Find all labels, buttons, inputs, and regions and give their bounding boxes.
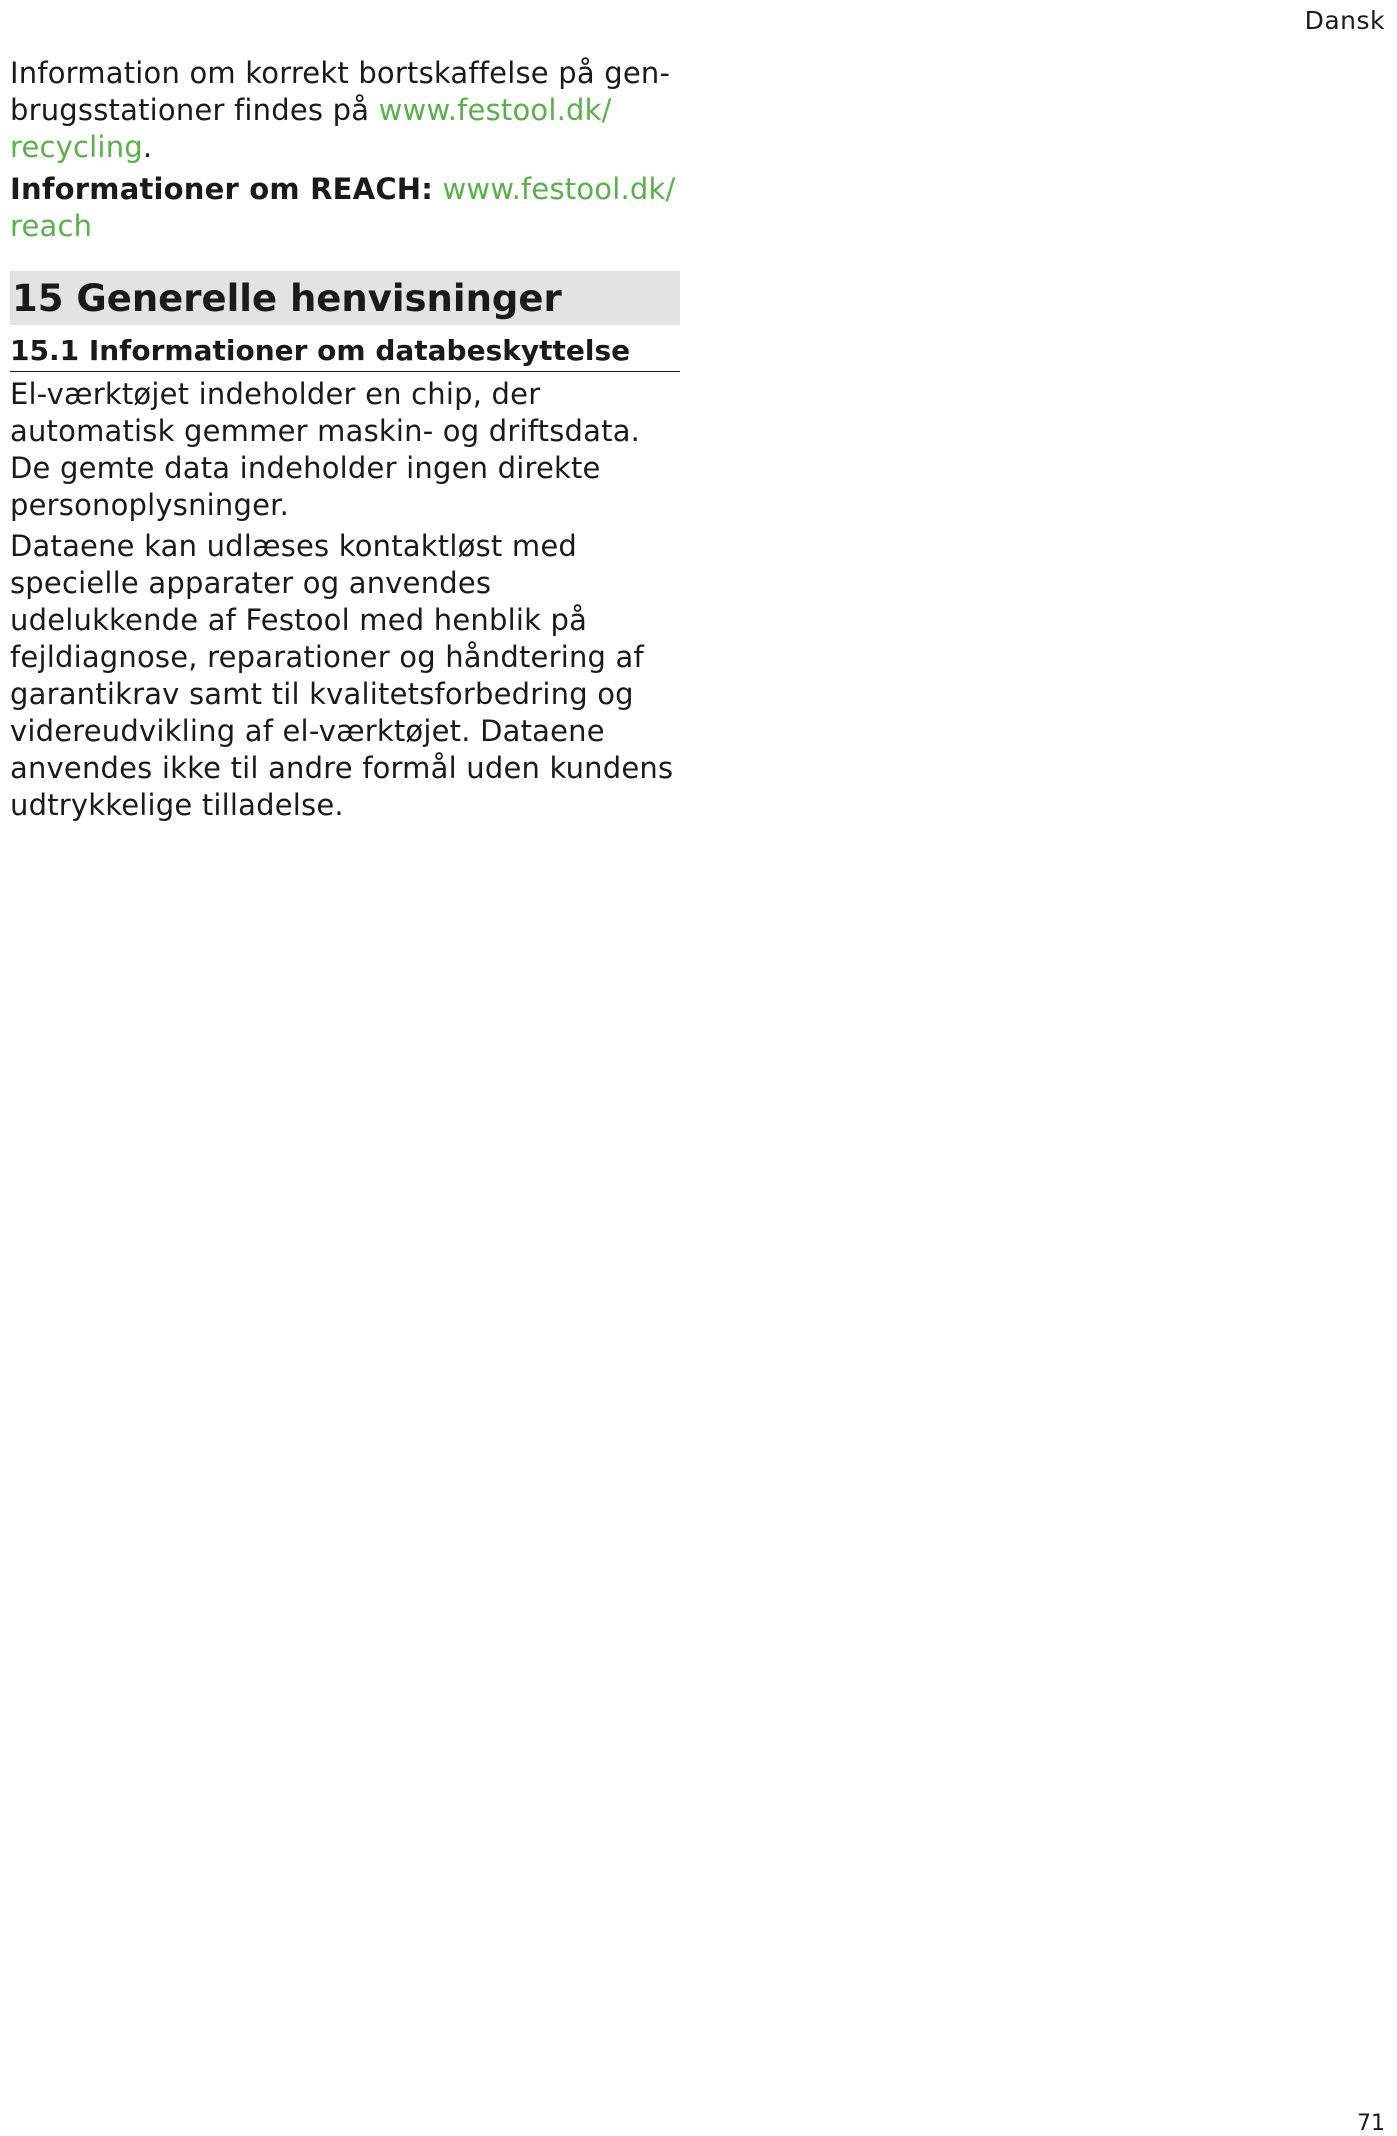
reach-info [10,171,680,245]
data-protection-paragraph-1: El-værktøjet indeholder en chip, der automatisk gemmer maskin- og driftsdata. De gemte data indeholder ingen direkte personoplysninger. [10,377,641,522]
recycling-link[interactable]: www.festool.dk/​recycling [10,93,612,164]
data-protection-paragraph-2: Dataene kan udlæses kontaktløst med specielle apparater og anvendes udelukkende af Festool med henblik på fejldiagnose, reparationer og håndtering af garantikrav samt til kvalitetsforbedring og videreudvikling af el-værktøjet. Dataene anvendes ikke til andre formål uden kundens udtrykkelige tilladelse. [10,529,674,822]
reach-label: Informationer om REACH: [10,172,434,206]
page-number: 71 [1357,2111,1385,2136]
content-column [10,55,680,824]
subsection-heading: 15.1 Informationer om databeskyttelse [10,333,680,372]
page-language-label: Dansk [1304,6,1385,35]
recycling-period: . [142,130,153,164]
section-heading: 15 Generelle henvisninger [10,271,680,325]
recycling-text: Information om korrekt bortskaffelse på genbrugsstationer findes på [10,56,670,127]
reach-link[interactable]: www.festool.dk/​reach [10,172,676,243]
recycling-info [10,55,680,166]
